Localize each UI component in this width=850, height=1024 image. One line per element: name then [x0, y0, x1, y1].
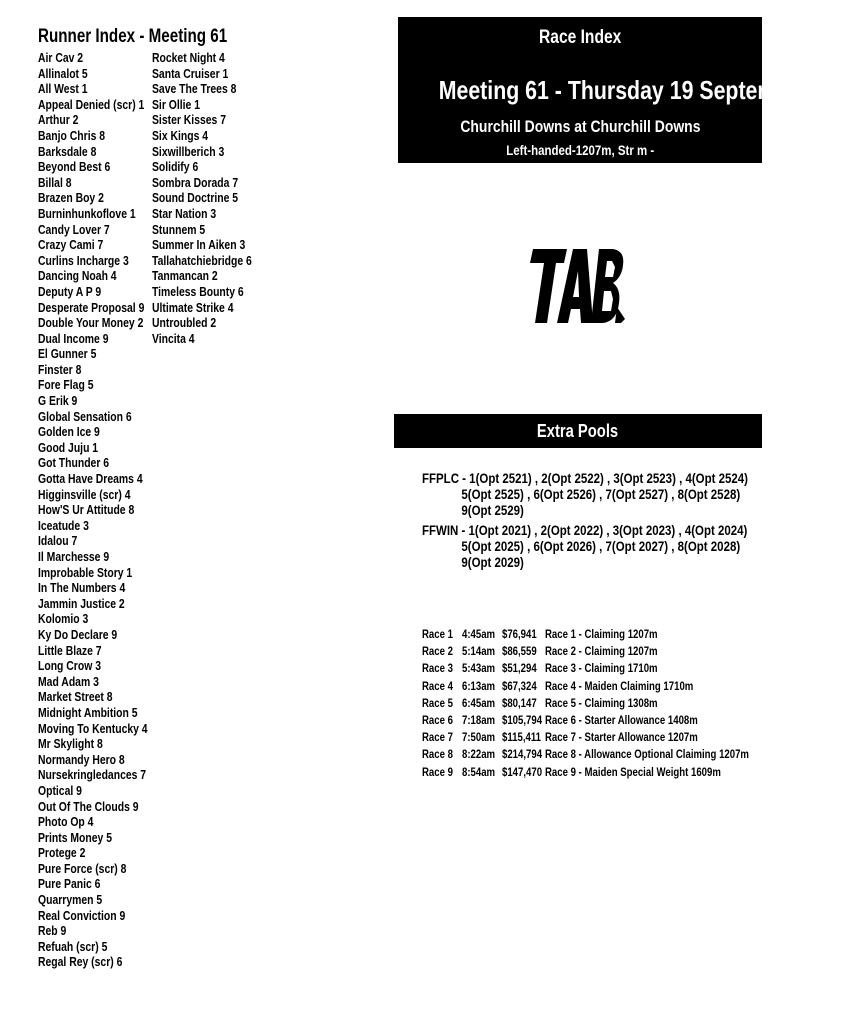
meeting-title: Meeting 61 - Thursday 19 September — [438, 75, 810, 105]
race-time: 4:45am — [462, 627, 496, 641]
runner-entry: Banjo Chris 8 — [38, 127, 106, 143]
race-number: Race 3 — [422, 661, 453, 676]
race-time: 6:45am — [462, 695, 496, 710]
ffplc-line-1: FFPLC - 1(Opt 2521) , 2(Opt 2522) , 3(Opt 2523) , 4(Opt 2524) — [422, 470, 748, 486]
race-pool: $67,324 — [502, 678, 537, 693]
runner-entry: G Erik 9 — [38, 393, 78, 409]
runner-entry: Barksdale 8 — [38, 143, 97, 159]
runner-entry: Burninhunkoflove 1 — [38, 205, 136, 221]
runner-entry: Pure Panic 6 — [38, 876, 101, 892]
runner-entry: Global Sensation 6 — [38, 408, 132, 424]
runner-entry: Double Your Money 2 — [38, 315, 144, 331]
ffplc-pool — [422, 470, 820, 518]
race-index-panel — [398, 17, 810, 163]
runner-entry: Golden Ice 9 — [38, 424, 100, 440]
race-number: Race 9 — [422, 764, 453, 779]
race-time: 7:18am — [462, 712, 496, 727]
race-description: Race 6 - Starter Allowance 1408m — [545, 712, 698, 727]
runner-entry: Dual Income 9 — [38, 330, 109, 346]
runner-entry: Arthur 2 — [38, 112, 79, 128]
runner-entry: Kolomio 3 — [38, 611, 89, 627]
runner-entry: Improbable Story 1 — [38, 564, 133, 580]
runner-entry: Sixwillberich 3 — [152, 143, 225, 159]
runner-entry: Normandy Hero 8 — [38, 751, 125, 767]
race-pool: $147,470 — [502, 764, 543, 779]
runner-entry: Sir Ollie 1 — [152, 96, 200, 112]
runner-entry: Iceatude 3 — [38, 517, 89, 533]
runner-entry: Idalou 7 — [38, 533, 78, 549]
race-description: Race 2 - Claiming 1207m — [545, 644, 658, 659]
race-pool: $86,559 — [502, 644, 537, 659]
runner-entry: Little Blaze 7 — [38, 642, 102, 658]
runner-entry: Long Crow 3 — [38, 658, 101, 674]
runner-entry: Beyond Best 6 — [38, 159, 111, 175]
runner-entry: Tanmancan 2 — [152, 268, 218, 284]
runner-entry: Higginsville (scr) 4 — [38, 486, 131, 502]
runner-entry: Fore Flag 5 — [38, 377, 94, 393]
runner-entry: Mr Skylight 8 — [38, 736, 103, 752]
runner-entry: Regal Rey (scr) 6 — [38, 954, 123, 970]
tab-logo-icon — [529, 249, 625, 323]
race-pool: $76,941 — [502, 627, 537, 641]
runner-entry: Crazy Cami 7 — [38, 237, 104, 253]
runner-entry: Il Marchesse 9 — [38, 549, 110, 564]
race-number: Race 6 — [422, 712, 453, 727]
runner-entry: Reb 9 — [38, 923, 67, 939]
runner-entry: Timeless Bounty 6 — [152, 283, 244, 299]
runner-entry: Ultimate Strike 4 — [152, 299, 234, 315]
runner-entry: All West 1 — [38, 81, 88, 97]
runner-entry: Finster 8 — [38, 361, 82, 377]
runner-entry: Mad Adam 3 — [38, 673, 99, 689]
runner-entry: Vincita 4 — [152, 330, 195, 346]
race-pool: $214,794 — [502, 747, 543, 762]
runner-entry: Save The Trees 8 — [152, 81, 237, 97]
runner-entry: Summer In Aiken 3 — [152, 237, 246, 253]
race-time: 5:43am — [462, 661, 496, 676]
runner-entry: Dancing Noah 4 — [38, 268, 117, 284]
runner-entry: Deputy A P 9 — [38, 283, 102, 299]
runner-entry: Tallahatchiebridge 6 — [152, 252, 252, 268]
race-description: Race 3 - Claiming 1710m — [545, 661, 658, 676]
runner-entry: Midnight Ambition 5 — [38, 704, 138, 720]
race-time: 7:50am — [462, 730, 496, 745]
ffwin-line-1: FFWIN - 1(Opt 2021) , 2(Opt 2022) , 3(Opt 2023) , 4(Opt 2024) — [422, 522, 748, 538]
runner-entry: Jammin Justice 2 — [38, 595, 125, 611]
race-number: Race 2 — [422, 644, 453, 659]
venue-name: Churchill Downs at Churchill Downs — [459, 117, 701, 136]
runner-entry: Desperate Proposal 9 — [38, 299, 145, 315]
race-number: Race 8 — [422, 747, 453, 762]
runner-entry: Refuah (scr) 5 — [38, 938, 108, 954]
runner-entry: Curlins Incharge 3 — [38, 252, 129, 268]
runner-entry: Moving To Kentucky 4 — [38, 720, 148, 736]
race-time: 6:13am — [462, 678, 496, 693]
runner-entry: Brazen Boy 2 — [38, 190, 104, 206]
race-description: Race 9 - Maiden Special Weight 1609m — [545, 764, 721, 779]
runner-entry: Sister Kisses 7 — [152, 112, 227, 128]
race-pool: $105,794 — [502, 712, 543, 727]
runner-entry: Candy Lover 7 — [38, 221, 110, 237]
runner-entry: Protege 2 — [38, 845, 86, 861]
race-number: Race 5 — [422, 695, 453, 710]
race-time: 8:54am — [462, 764, 496, 779]
race-description: Race 5 - Claiming 1308m — [545, 695, 658, 710]
race-pool: $115,411 — [502, 730, 541, 745]
runner-entry: Six Kings 4 — [152, 127, 209, 143]
runner-entry: Stunnem 5 — [152, 221, 206, 237]
race-pool: $51,294 — [502, 661, 537, 676]
runner-entry: Gotta Have Dreams 4 — [38, 471, 143, 487]
runner-entry: Good Juju 1 — [38, 439, 99, 455]
runner-entry: Got Thunder 6 — [38, 455, 110, 471]
race-pool: $80,147 — [502, 695, 537, 710]
runner-entry: Santa Cruiser 1 — [152, 65, 229, 81]
race-description: Race 7 - Starter Allowance 1207m — [545, 730, 698, 745]
runner-entry: Photo Op 4 — [38, 814, 94, 830]
ffwin-line-2: 5(Opt 2025) , 6(Opt 2026) , 7(Opt 2027) , 8(Opt 2028) — [461, 538, 741, 554]
runner-entry: Market Street 8 — [38, 689, 113, 705]
runner-entry: Allinalot 5 — [38, 65, 88, 81]
ffwin-pool — [422, 522, 819, 570]
race-time: 8:22am — [462, 747, 496, 762]
runner-index-title: Runner Index - Meeting 61 — [38, 26, 228, 47]
race-number: Race 1 — [422, 627, 453, 641]
race-number: Race 4 — [422, 678, 453, 693]
runner-entry: In The Numbers 4 — [38, 580, 126, 596]
runner-entry: Star Nation 3 — [152, 205, 217, 221]
runner-entry: Real Conviction 9 — [38, 907, 126, 923]
runner-entry: Sombra Dorada 7 — [152, 174, 239, 190]
runner-entry: Nursekringledances 7 — [38, 767, 147, 783]
runner-entry: Optical 9 — [38, 782, 82, 798]
runner-entry: Quarrymen 5 — [38, 892, 103, 908]
runner-entry: Out Of The Clouds 9 — [38, 798, 139, 814]
race-number: Race 7 — [422, 730, 453, 745]
extra-pools-heading: Extra Pools — [394, 414, 762, 448]
runner-entry: Untroubled 2 — [152, 315, 217, 331]
runner-entry: Prints Money 5 — [38, 829, 112, 845]
race-index-heading: Race Index — [538, 27, 622, 48]
ffplc-line-3: 9(Opt 2529) — [461, 502, 524, 518]
runner-entry: Billal 8 — [38, 174, 72, 190]
race-description: Race 1 - Claiming 1207m — [545, 627, 658, 641]
race-description: Race 8 - Allowance Optional Claiming 1207m — [545, 747, 749, 762]
runner-entry: Sound Doctrine 5 — [152, 190, 239, 206]
runner-entry: El Gunner 5 — [38, 346, 97, 362]
runner-entry: How'S Ur Attitude 8 — [38, 502, 135, 518]
ffwin-line-3: 9(Opt 2029) — [461, 554, 524, 570]
ffplc-line-2: 5(Opt 2525) , 6(Opt 2526) , 7(Opt 2527) , 8(Opt 2528) — [461, 486, 741, 502]
race-description: Race 4 - Maiden Claiming 1710m — [545, 678, 694, 693]
runner-entry: Rocket Night 4 — [152, 50, 225, 65]
runner-entry: Solidify 6 — [152, 159, 199, 175]
runner-entry: Air Cav 2 — [38, 50, 84, 65]
runner-list-column-2 — [152, 50, 277, 346]
runner-entry: Appeal Denied (scr) 1 — [38, 96, 145, 112]
runner-entry: Ky Do Declare 9 — [38, 626, 118, 642]
runner-entry: Pure Force (scr) 8 — [38, 860, 127, 876]
race-time: 5:14am — [462, 644, 496, 659]
track-details: Left-handed-1207m, Str m - — [505, 142, 654, 158]
